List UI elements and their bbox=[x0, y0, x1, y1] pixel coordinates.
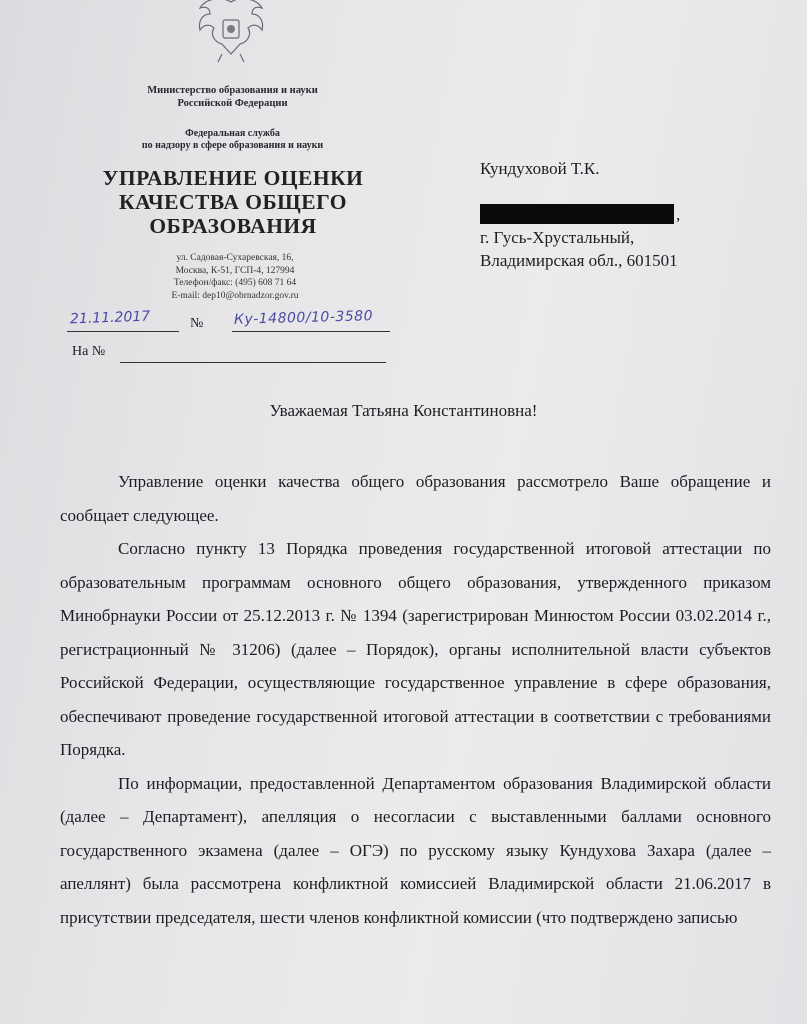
department-address bbox=[130, 252, 340, 302]
reply-label: На № bbox=[72, 344, 106, 359]
registration-date: 21.11.2017 bbox=[69, 308, 151, 328]
department-line-1: УПРАВЛЕНИЕ ОЦЕНКИ bbox=[102, 166, 364, 190]
date-underline bbox=[67, 331, 179, 332]
paragraph-2: Согласно пункту 13 Порядка проведения государственной итоговой аттестации по образовательным программам основного общего образования, утвержденного приказом Минобрнауки России от 25.12.2013 г. № 1394 (зарегистрирован Минюстом России 03.02.2014 г., регистрационный № 31206) (далее – Порядок), органы исполнительной власти субъектов Российской Федерации, осуществляющие государственное управление в сфере образования, обеспечивают проведение государственной итоговой аттестации в соответствии с требованиями Порядка. bbox=[60, 539, 771, 759]
recipient-name: Кундуховой Т.К. bbox=[480, 159, 600, 178]
letter-body bbox=[60, 465, 771, 934]
recipient-region: Владимирская обл., 601501 bbox=[480, 251, 678, 270]
reply-underline bbox=[120, 362, 386, 363]
service-name bbox=[110, 128, 355, 152]
address-email: E-mail: dep10@obrnadzor.gov.ru bbox=[171, 290, 299, 301]
ministry-line-1: Министерство образования и науки bbox=[147, 85, 318, 96]
address-phone: Телефон/факс: (495) 608 71 64 bbox=[173, 278, 297, 288]
address-city: Москва, К-51, ГСП-4, 127994 bbox=[175, 265, 295, 276]
paragraph-1: Управление оценки качества общего образования рассмотрело Ваше обращение и сообщает следующее. bbox=[60, 472, 771, 525]
recipient-city: г. Гусь-Хрустальный, bbox=[480, 228, 635, 247]
number-underline bbox=[232, 331, 390, 332]
coat-of-arms-icon bbox=[192, 0, 270, 64]
department-name bbox=[88, 166, 378, 238]
service-line-2: по надзору в сфере образования и науки bbox=[141, 140, 324, 151]
service-line-1: Федеральная служба bbox=[185, 128, 280, 139]
ministry-line-2: Российской Федерации bbox=[177, 98, 288, 109]
paragraph-3: По информации, предоставленной Департаментом образования Владимирской области (далее – Департамент), апелляция о несогласии с выставленными баллами основного государственного экзамена (далее – ОГЭ) по русскому языку Кундухова Захара (далее – апеллянт) была рассмотрена конфликтной комиссией Владимирской области 21.06.2017 в присутствии председателя, шести членов конфликтной комиссии (что подтверждено записью bbox=[60, 773, 771, 927]
registration-line bbox=[62, 310, 422, 336]
redacted-comma: , bbox=[676, 205, 681, 224]
number-label: № bbox=[190, 316, 204, 331]
department-line-2: КАЧЕСТВА ОБЩЕГО bbox=[119, 190, 347, 214]
redacted-street bbox=[480, 204, 674, 224]
department-line-3: ОБРАЗОВАНИЯ bbox=[149, 214, 317, 238]
ministry-name bbox=[110, 84, 355, 110]
reply-reference-line bbox=[72, 344, 392, 366]
salutation: Уважаемая Татьяна Константиновна! bbox=[269, 401, 538, 420]
registration-number: Ку-14800/10-3580 bbox=[233, 308, 374, 328]
address-street: ул. Садовая-Сухаревская, 16, bbox=[176, 253, 294, 263]
